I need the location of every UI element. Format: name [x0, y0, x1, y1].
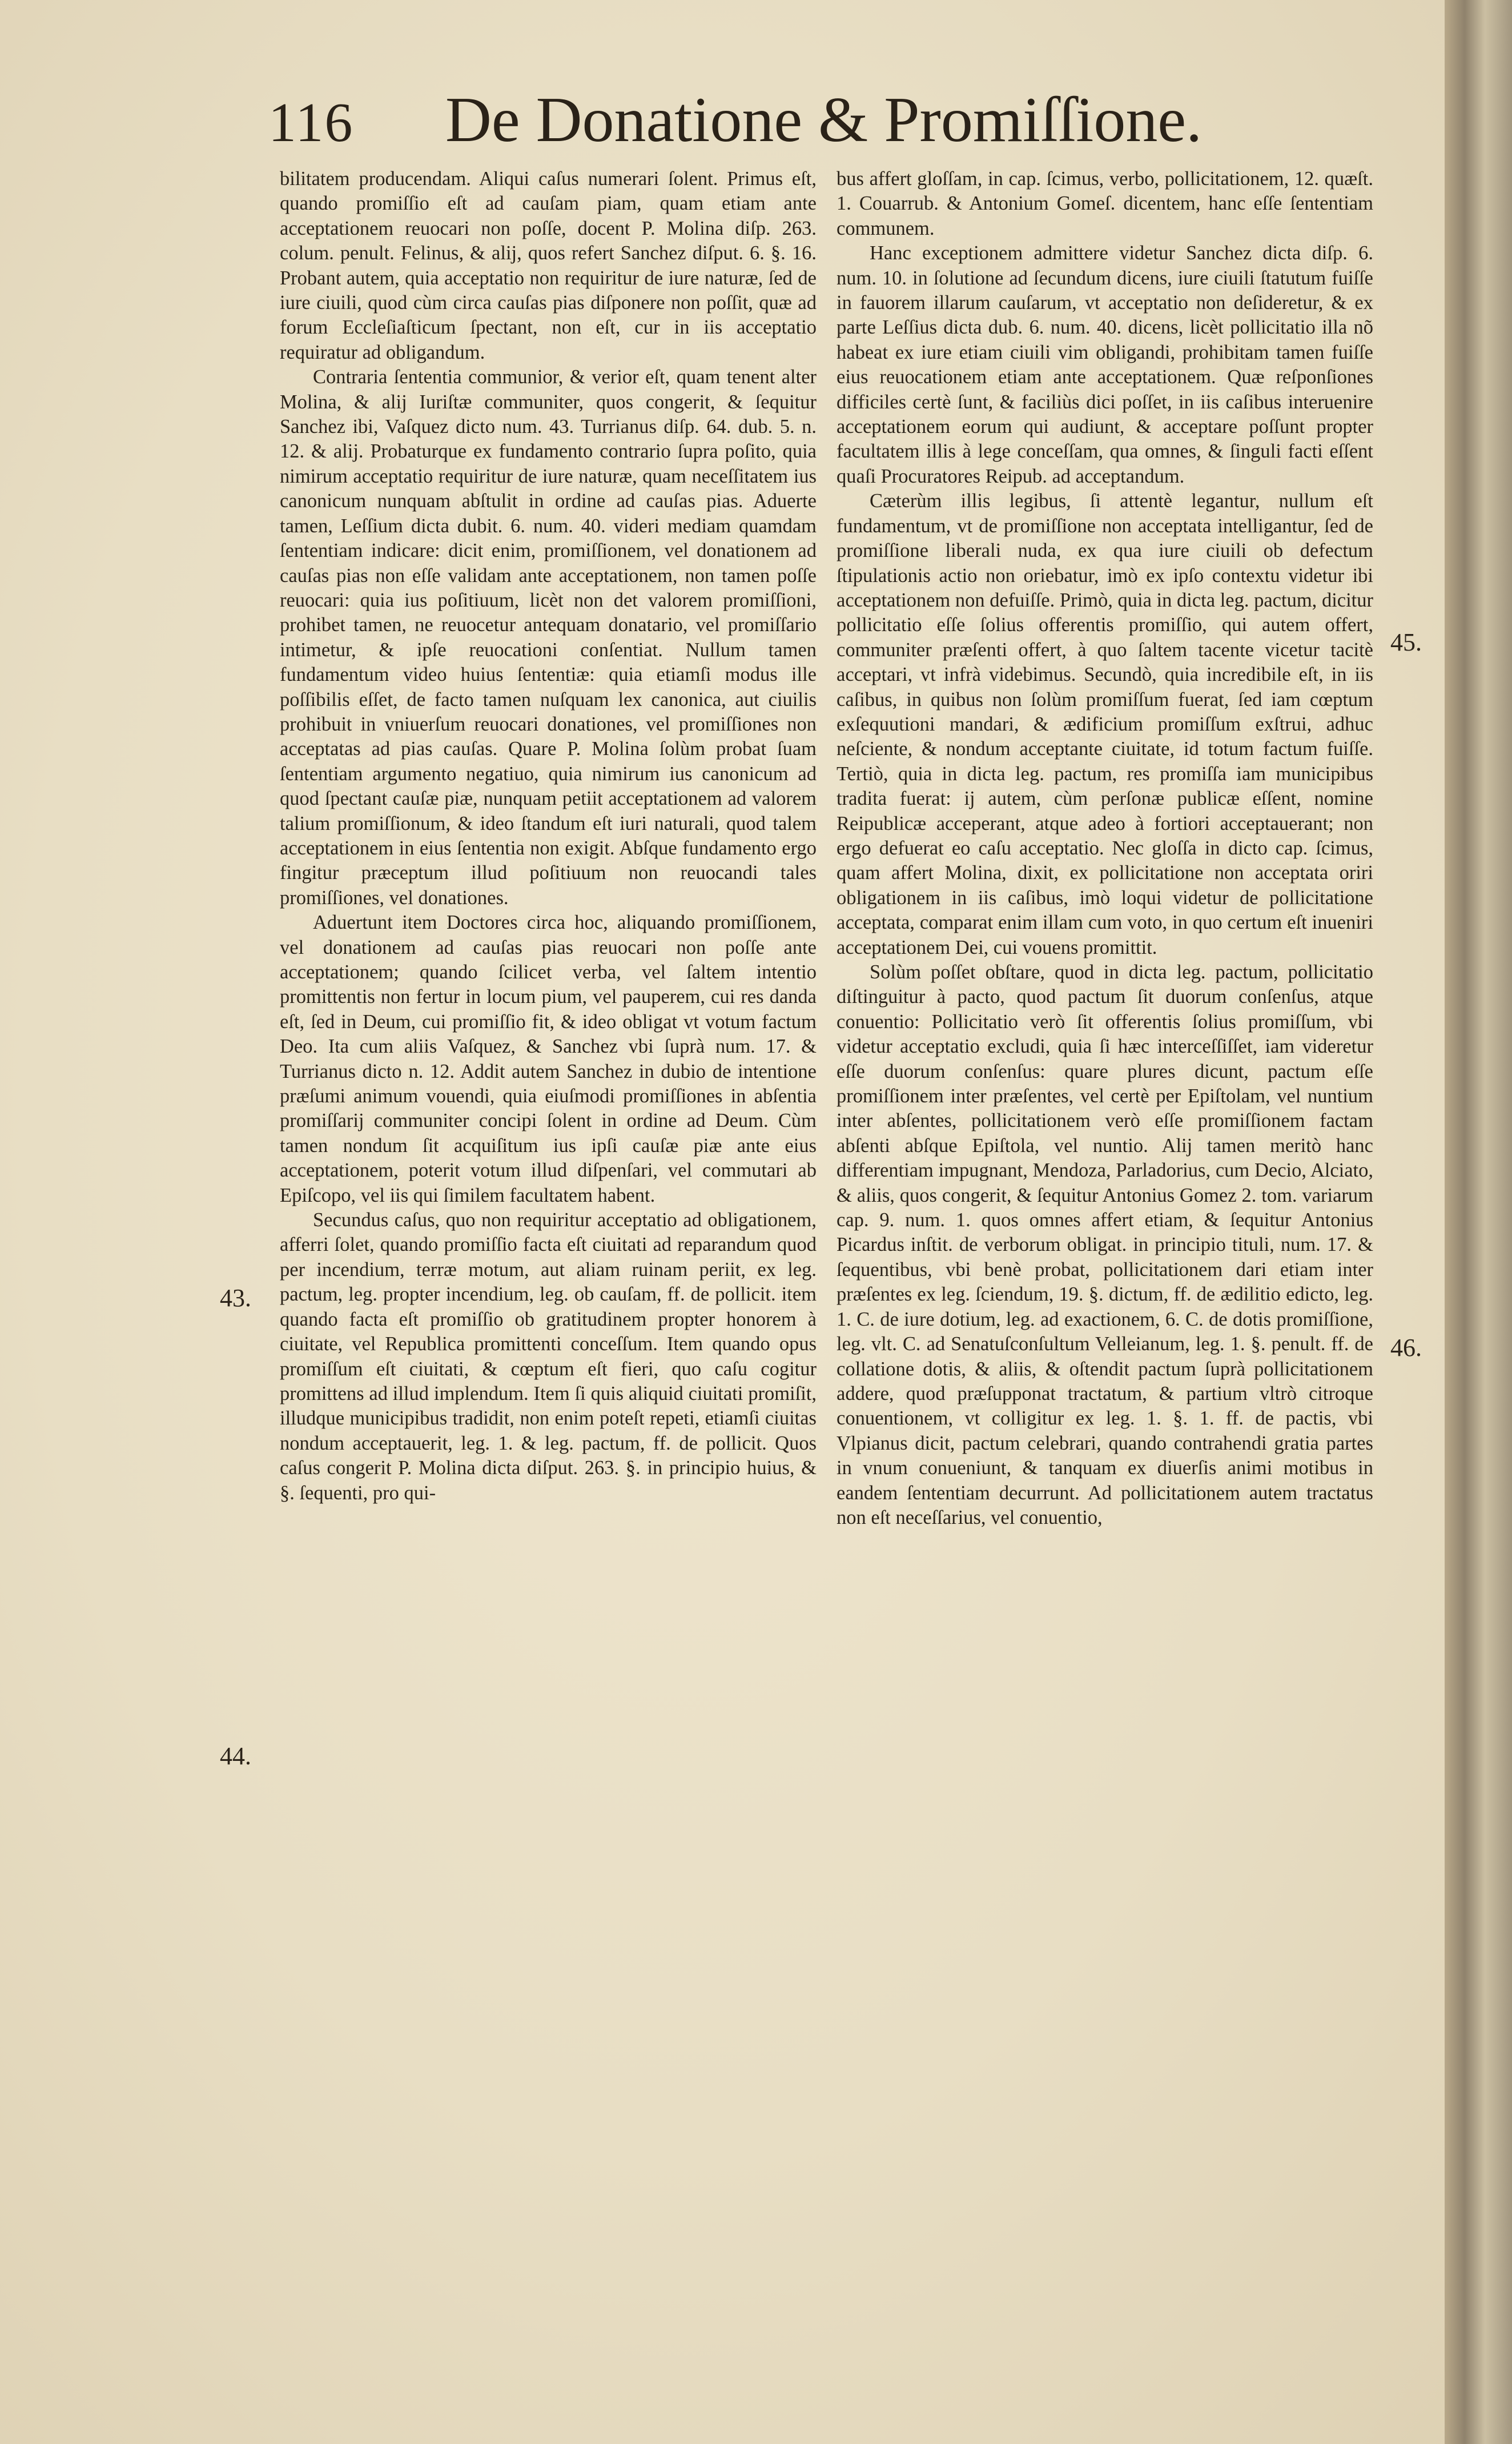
paragraph: Aduertunt item Doctores circa hoc, aliquando promiſſionem, vel donationem ad cauſas pias reuocari non poſſe ante acceptationem; quando ſcilicet verba, vel ſaltem intentio promittentis non fertur in locum pium, vel pauperem, cui res danda eſt, ſed in Deum, cui promiſſio fit, & ideo obligat vt votum factum Deo. Ita cum aliis Vaſquez, & Sanchez vbi ſuprà num. 17. & Turrianus dicto n. 12. Addit autem Sanchez in dubio de intentione præſumi animum vouendi, quia eiuſmodi promiſſiones in abſentia promiſſarij communiter concipi ſolent in ordine ad Deum. Cùm tamen nondum ſit acquiſitum ius ipſi cauſæ piæ ante eius acceptationem, poterit votum illud diſpenſari, vel commutari ab Epiſcopo, vel iis qui ſimilem facultatem habent. — [280, 912, 817, 1206]
paragraph: bilitatem producendam. Aliqui caſus numerari ſolent. Primus eſt, quando promiſſio eſt ad cauſam piam, quam etiam ante acceptationem reuocari non poſſe, docent P. Molina diſp. 263. colum. penult. Felinus, & alij, quos refert Sanchez diſput. 6. §. 16. Probant autem, quia acceptatio non requiritur de iure naturæ, ſed de iure ciuili, quod cùm circa cauſas pias diſponere non poſſit, quæ ad forum Eccleſiaſticum ſpectant, non eſt, cur in iis acceptatio requiratur ad obligandum. — [280, 168, 817, 363]
margin-number: 45. — [1390, 628, 1422, 656]
paragraph: Secundus caſus, quo non requiritur acceptatio ad obligationem, afferri ſolet, quando promiſſio facta eſt ciuitati ad reparandum quod per incendium, terræ motum, aut aliam ruinam periit, ex leg. pactum, leg. propter incendium, leg. ob cauſam, ff. de pollicit. item quando facta eſt promiſſio ob gratitudinem propter honorem à ciuitate, vel Republica promittenti conceſſum. Item quando opus promiſſum eſt ciuitati, & cœptum eſt fieri, quo caſu cogitur promittens ad illud implendum. Item ſi quis aliquid ciuitati promiſit, illudque municipibus tradidit, non enim poteſt repeti, etiamſi ciuitas nondum acceptauerit, leg. 1. & leg. pactum, ff. de pollicit. Quos caſus congerit P. Molina dicta diſput. 263. §. in principio huius, & §. ſequenti, pro qui- — [280, 1209, 817, 1504]
binding-edge — [1445, 0, 1512, 2444]
margin-number: 43. — [220, 1284, 251, 1312]
paragraph: Contraria ſententia communior, & verior eſt, quam tenent alter Molina, & alij Iuriſtæ communiter, quos congerit, & ſequitur Sanchez ibi, Vaſquez dicto num. 43. Turrianus diſp. 64. dub. 5. n. 12. & alij. Probaturque ex fundamento contrario ſupra poſito, quia nimirum acceptatio requiritur de iure naturæ, quam neceſſitatem ius canonicum nunquam abſtulit in ordine ad cauſas pias. Aduerte tamen, Leſſium dicta dubit. 6. num. 40. videri mediam quamdam ſententiam indicare: dicit enim, promiſſionem, vel donationem ad cauſas pias non eſſe validam ante acceptationem, non tamen poſſe reuocari: quia ius poſitiuum, licèt non det valorem promiſſioni, prohibet tamen, ne reuocetur antequam donatario, vel promiſſario intimetur, & ipſe reuocationi conſentiat. Nullum tamen fundamentum video huius ſententiæ: quia etiamſi modus ille poſſibilis eſſet, de facto tamen nuſquam lex canonica, aut ciuilis prohibuit in vniuerſum reuocari donationes, vel promiſſiones non acceptatas ad pias cauſas. Quare P. Molina ſolùm probat ſuam ſententiam argumento negatiuo, quia nimirum ius canonicum ad quod ſpectant cauſæ piæ, nunquam petiit acceptationem ad valorem talium promiſſionum, & ideo ſtandum eſt iuri naturali, quod talem acceptationem in eius ſententia non exigit. Abſque fundamento ergo fingitur præceptum illud poſitiuum non reuocandi tales promiſſiones, vel donationes. — [280, 366, 817, 909]
paragraph: bus affert gloſſam, in cap. ſcimus, verbo, pollicitationem, 12. quæſt. 1. Couarrub. & Antonium Gomeſ. dicentem, hanc eſſe ſententiam communem. — [837, 168, 1373, 239]
running-title: De Donatione & Promiſſione. — [445, 85, 1203, 155]
right-column — [837, 167, 1373, 2269]
margin-number: 44. — [220, 1742, 251, 1770]
paragraph: Hanc exceptionem admittere videtur Sanchez dicta diſp. 6. num. 10. in ſolutione ad ſecundum dicens, iure ciuili ſtatutum fuiſſe in fauorem illarum cauſarum, vt acceptatio non deſideretur, & ex parte Leſſius dicta dub. 6. num. 40. dicens, licèt pollicitatio illa nõ habeat ex iure etiam ciuili vim obligandi, prohibitam tamen fuiſſe eius reuocationem etiam ante acceptationem. Quæ reſponſiones difficiles certè ſunt, & faciliùs dici poſſet, in iis caſibus interuenire acceptationem eorum qui audiunt, & acceptare poſſunt propter facultatem illis à lege conceſſam, qua omnes, & ſinguli facti eſſent quaſi Procuratores Reipub. ad acceptandum. — [837, 242, 1373, 487]
folio-number: 116 — [268, 92, 354, 154]
left-column — [280, 167, 817, 2269]
page-header — [268, 86, 1228, 160]
paragraph: Solùm poſſet obſtare, quod in dicta leg. pactum, pollicitatio diſtinguitur à pacto, quod pactum ſit duorum conſenſus, atque conuentio: Pollicitatio verò ſit offerentis ſolius promiſſum, vbi videtur acceptatio excludi, quia ſi hæc interceſſiſſet, iam videretur eſſe duorum conſenſus: quare plures dicunt, pactum eſſe promiſſionem inter præſentes, vel certè per Epiſtolam, vel nuntium inter abſentes, pollicitationem verò eſſe promiſſionem factam abſenti abſque Epiſtola, vel nuntio. Alij tamen meritò hanc differentiam impugnant, Mendoza, Parladorius, cum Decio, Alciato, & aliis, quos congerit, & ſequitur Antonius Gomez 2. tom. variarum cap. 9. num. 1. quos omnes affert etiam, & ſequitur Antonius Picardus inſtit. de verborum obligat. in principio tituli, num. 17. & ſequentibus, vbi benè probat, pollicitationem dari etiam inter præſentes ex leg. ſciendum, 19. §. dictum, ff. de ædilitio edicto, leg. 1. C. de iure dotium, leg. ad exactionem, 6. C. de dotis promiſſione, leg. vlt. C. ad Senatuſconſultum Velleianum, leg. 1. §. penult. ff. de collatione dotis, & aliis, & oſtendit pactum ſuprà pollicitationem addere, quod præſupponat tractatum, & partium vltrò citroque conuentionem, vt colligitur ex leg. 1. §. 1. ff. de pactis, vbi Vlpianus dicit, pactum celebrari, quando contrahendi gratia partes in vnum conueniunt, & tanquam ex diuerſis animi motibus in eandem ſententiam decurrunt. Ad pollicitationem autem tractatus non eſt neceſſarius, vel conuentio, — [837, 961, 1373, 1528]
paragraph: Cæterùm illis legibus, ſi attentè legantur, nullum eſt fundamentum, vt de promiſſione non acceptata intelligantur, ſed de promiſſione liberali nuda, ex qua iure ciuili ob defectum ſtipulationis actio non oriebatur, imò ex ipſo contextu videtur ibi acceptationem non defuiſſe. Primò, quia in dicta leg. pactum, dicitur pollicitatio eſſe ſolius offerentis promiſſio, qui autem offert, communiter præſenti offert, à quo ſaltem tacente vicetur tacitè acceptari, vt infrà videbimus. Secundò, quia incredibile eſt, in iis caſibus, in quibus non ſolùm promiſſum fuerat, ſed iam cœptum exſequutioni mandari, & ædificium promiſſum exſtrui, adhuc neſciente, & nondum acceptante ciuitate, id totum factum fuiſſe. Tertiò, quia in dicta leg. pactum, res promiſſa iam municipibus tradita fuerat: ij autem, cùm perſonæ publicæ eſſent, nomine Reipublicæ acceperant, atque adeo à fortiori acceptauerant; non ergo defuerat eo caſu acceptatio. Nec gloſſa in dicto cap. ſcimus, quam affert Molina, dixit, ex pollicitatione non acceptata oriri obligationem in iis caſibus, imò loqui videtur de pollicitatione acceptata, comparat enim illam cum voto, in quo certum eſt inueniri acceptationem Dei, cui vouens promittit. — [837, 490, 1373, 958]
margin-number: 46. — [1390, 1334, 1422, 1362]
